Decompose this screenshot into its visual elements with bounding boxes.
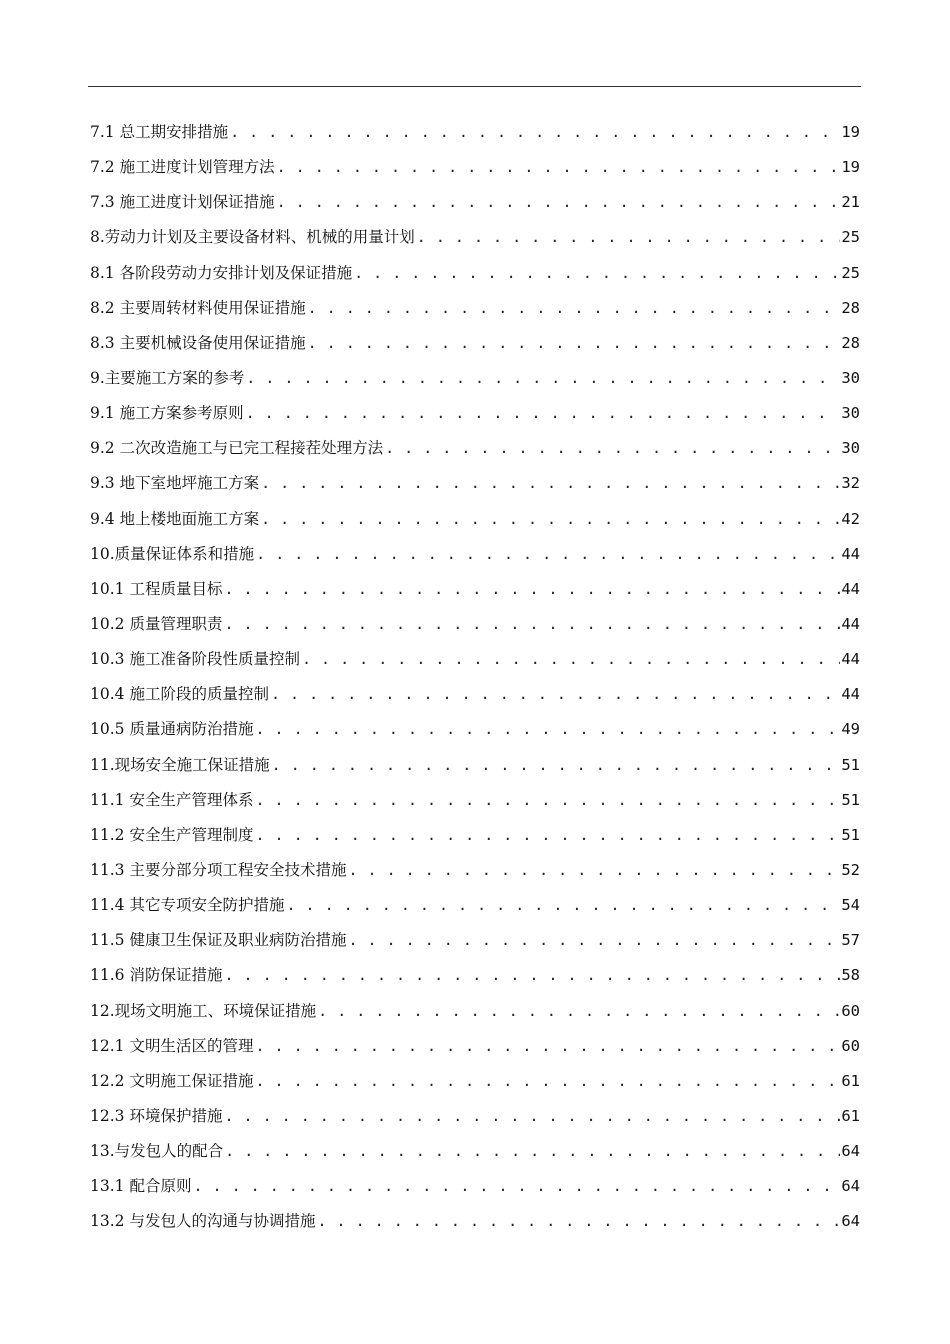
toc-dot-leader <box>308 326 841 361</box>
toc-dot-leader <box>308 291 841 326</box>
toc-entry-page-number: 54 <box>841 896 860 915</box>
toc-dot-leader <box>417 220 841 255</box>
toc-entry-title[interactable]: 12.2 文明施工保证措施 <box>90 1071 254 1090</box>
toc-entry-title[interactable]: 11.1 安全生产管理体系 <box>90 790 254 809</box>
toc-entry[interactable] <box>90 1064 860 1099</box>
toc-entry-title[interactable]: 8.1 各阶段劳动力安排计划及保证措施 <box>90 263 353 282</box>
toc-entry-page-number: 52 <box>841 860 860 879</box>
toc-entry-title[interactable]: 10.2 质量管理职责 <box>90 614 223 633</box>
toc-entry-title[interactable]: 9.主要施工方案的参考 <box>90 368 245 387</box>
toc-dot-leader <box>255 712 840 747</box>
toc-entry-title[interactable]: 7.2 施工进度计划管理方法 <box>90 158 275 177</box>
toc-entry[interactable] <box>90 783 860 818</box>
toc-dot-leader <box>224 572 840 607</box>
toc-entry-title[interactable]: 9.1 施工方案参考原则 <box>90 404 244 423</box>
toc-entry-title[interactable]: 12.现场文明施工、环境保证措施 <box>90 1001 317 1020</box>
toc-entry-page-number: 25 <box>841 228 860 247</box>
toc-entry-page-number: 19 <box>841 158 860 177</box>
toc-dot-leader <box>354 256 840 291</box>
toc-entry[interactable] <box>90 150 860 185</box>
toc-dot-leader <box>318 994 840 1029</box>
toc-dot-leader <box>193 1169 840 1204</box>
toc-entry-page-number: 58 <box>841 966 860 985</box>
toc-entry[interactable] <box>90 396 860 431</box>
toc-entry-title[interactable]: 9.3 地下室地坪施工方案 <box>90 474 260 493</box>
toc-entry-title[interactable]: 10.3 施工准备阶段性质量控制 <box>90 650 300 669</box>
toc-entry-title[interactable]: 10.质量保证体系和措施 <box>90 544 255 563</box>
toc-entry[interactable] <box>90 220 860 255</box>
toc-entry-page-number: 57 <box>841 931 860 950</box>
toc-dot-leader <box>271 677 840 712</box>
toc-entry-page-number: 60 <box>841 1001 860 1020</box>
toc-entry[interactable] <box>90 1169 860 1204</box>
toc-dot-leader <box>385 431 840 466</box>
toc-entry-title[interactable]: 9.4 地上楼地面施工方案 <box>90 509 260 528</box>
toc-entry-page-number: 51 <box>841 755 860 774</box>
toc-entry[interactable] <box>90 923 860 958</box>
toc-dot-leader <box>224 958 840 993</box>
toc-dot-leader <box>256 537 840 572</box>
header-rule <box>88 86 861 87</box>
toc-entry[interactable] <box>90 291 860 326</box>
toc-entry[interactable] <box>90 502 860 537</box>
toc-dot-leader <box>348 923 840 958</box>
toc-entry[interactable] <box>90 256 860 291</box>
toc-entry-page-number: 44 <box>841 614 860 633</box>
toc-entry[interactable] <box>90 537 860 572</box>
toc-dot-leader <box>348 853 840 888</box>
toc-entry-page-number: 28 <box>841 333 860 352</box>
toc-entry[interactable] <box>90 1134 860 1169</box>
toc-entry-title[interactable]: 13.2 与发包人的沟通与协调措施 <box>90 1212 316 1231</box>
toc-entry[interactable] <box>90 888 860 923</box>
toc-entry-page-number: 30 <box>841 368 860 387</box>
toc-entry-title[interactable]: 11.2 安全生产管理制度 <box>90 825 254 844</box>
toc-entry-page-number: 30 <box>841 404 860 423</box>
toc-entry-title[interactable]: 7.3 施工进度计划保证措施 <box>90 193 275 212</box>
toc-entry[interactable] <box>90 431 860 466</box>
toc-entry[interactable] <box>90 677 860 712</box>
toc-entry-title[interactable]: 11.3 主要分部分项工程安全技术措施 <box>90 860 347 879</box>
toc-entry-title[interactable]: 12.3 环境保护措施 <box>90 1106 223 1125</box>
toc-dot-leader <box>317 1204 840 1239</box>
toc-entry-title[interactable]: 11.现场安全施工保证措施 <box>90 755 270 774</box>
toc-entry-page-number: 49 <box>841 720 860 739</box>
toc-dot-leader <box>277 150 841 185</box>
table-of-contents <box>90 115 860 1240</box>
toc-entry-page-number: 44 <box>841 579 860 598</box>
toc-dot-leader <box>261 502 840 537</box>
toc-dot-leader <box>246 396 841 431</box>
toc-entry-page-number: 44 <box>841 685 860 704</box>
toc-entry-title[interactable]: 13.与发包人的配合 <box>90 1142 224 1161</box>
toc-entry-page-number: 64 <box>841 1177 860 1196</box>
toc-entry-title[interactable]: 11.5 健康卫生保证及职业病防治措施 <box>90 931 347 950</box>
toc-dot-leader <box>255 818 840 853</box>
toc-entry[interactable] <box>90 748 860 783</box>
toc-entry-page-number: 60 <box>841 1036 860 1055</box>
toc-entry-page-number: 21 <box>841 193 860 212</box>
toc-entry-page-number: 51 <box>841 790 860 809</box>
toc-entry-title[interactable]: 13.1 配合原则 <box>90 1177 192 1196</box>
toc-entry[interactable] <box>90 853 860 888</box>
toc-entry-title[interactable]: 10.5 质量通病防治措施 <box>90 720 254 739</box>
toc-dot-leader <box>272 748 841 783</box>
toc-entry[interactable] <box>90 115 860 150</box>
toc-dot-leader <box>255 1064 840 1099</box>
toc-dot-leader <box>255 1029 840 1064</box>
toc-entry-title[interactable]: 10.4 施工阶段的质量控制 <box>90 685 269 704</box>
toc-dot-leader <box>224 1099 840 1134</box>
toc-entry-title[interactable]: 8.2 主要周转材料使用保证措施 <box>90 298 306 317</box>
toc-entry-page-number: 28 <box>841 298 860 317</box>
toc-entry-page-number: 51 <box>841 825 860 844</box>
toc-entry[interactable] <box>90 572 860 607</box>
toc-entry[interactable] <box>90 361 860 396</box>
toc-entry-title[interactable]: 12.1 文明生活区的管理 <box>90 1036 254 1055</box>
toc-entry[interactable] <box>90 712 860 747</box>
toc-entry-page-number: 44 <box>841 544 860 563</box>
toc-entry-title[interactable]: 8.3 主要机械设备使用保证措施 <box>90 333 306 352</box>
toc-dot-leader <box>286 888 840 923</box>
toc-entry-title[interactable]: 10.1 工程质量目标 <box>90 579 223 598</box>
toc-entry[interactable] <box>90 326 860 361</box>
toc-entry-page-number: 42 <box>841 509 860 528</box>
toc-dot-leader <box>246 361 840 396</box>
toc-entry[interactable] <box>90 1029 860 1064</box>
toc-entry[interactable] <box>90 607 860 642</box>
toc-entry[interactable] <box>90 994 860 1029</box>
toc-entry[interactable] <box>90 1099 860 1134</box>
toc-entry[interactable] <box>90 818 860 853</box>
toc-entry[interactable] <box>90 466 860 501</box>
toc-entry-page-number: 25 <box>841 263 860 282</box>
toc-entry-title[interactable]: 11.6 消防保证措施 <box>90 966 223 985</box>
toc-dot-leader <box>277 185 841 220</box>
toc-dot-leader <box>225 1134 840 1169</box>
toc-entry-title[interactable]: 11.4 其它专项安全防护措施 <box>90 896 285 915</box>
toc-entry-title[interactable]: 8.劳动力计划及主要设备材料、机械的用量计划 <box>90 228 415 247</box>
toc-dot-leader <box>261 466 840 501</box>
toc-dot-leader <box>224 607 840 642</box>
toc-entry[interactable] <box>90 1204 860 1239</box>
toc-entry[interactable] <box>90 185 860 220</box>
toc-entry-page-number: 64 <box>841 1212 860 1231</box>
toc-entry[interactable] <box>90 642 860 677</box>
toc-entry-title[interactable]: 7.1 总工期安排措施 <box>90 123 229 141</box>
toc-entry-page-number: 30 <box>841 439 860 458</box>
toc-entry-page-number: 32 <box>841 474 860 493</box>
toc-entry-page-number: 61 <box>841 1071 860 1090</box>
toc-entry-title[interactable]: 9.2 二次改造施工与已完工程接茬处理方法 <box>90 439 384 458</box>
toc-dot-leader <box>255 783 840 818</box>
toc-dot-leader <box>230 115 840 150</box>
toc-entry-page-number: 44 <box>841 650 860 669</box>
toc-dot-leader <box>302 642 840 677</box>
toc-entry[interactable] <box>90 958 860 993</box>
toc-entry-page-number: 19 <box>841 123 860 141</box>
toc-entry-page-number: 64 <box>841 1142 860 1161</box>
toc-entry-page-number: 61 <box>841 1106 860 1125</box>
